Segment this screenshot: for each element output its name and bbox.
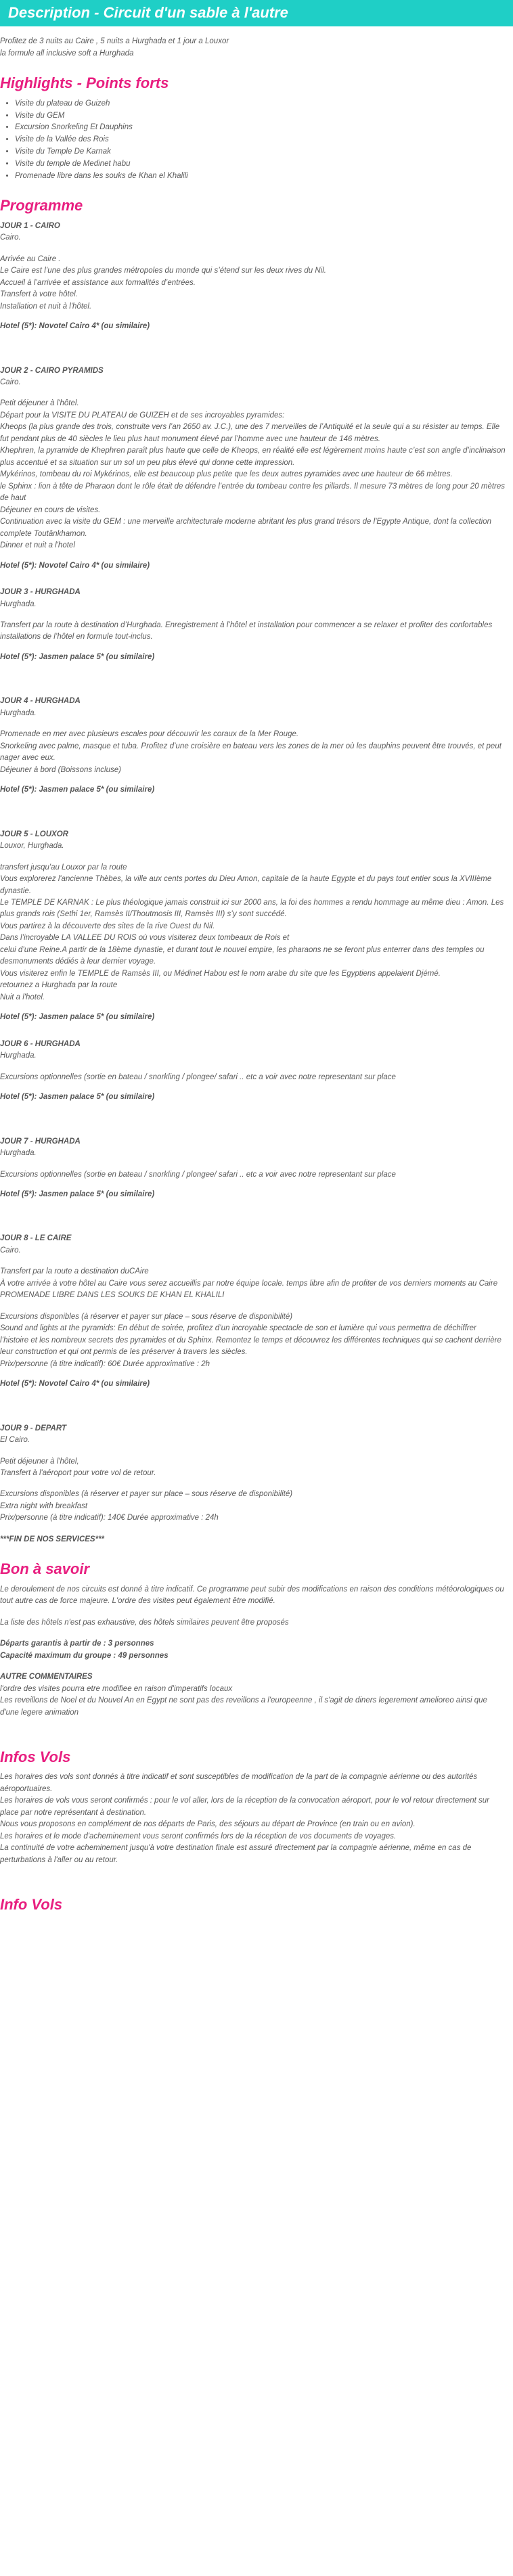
day-city: Hurghada. xyxy=(0,1149,37,1158)
day-title: JOUR 4 - HURGHADA xyxy=(0,697,81,706)
vols-line: Les horaires de vols vous seront confirmés : pour le vol aller, lors de la réception de la convocation aéroport, pour le vol retour directement sur place par notre représentant à destination. xyxy=(0,1797,489,1817)
capacite-maximum: Capacité maximum du groupe : 49 personnes xyxy=(0,1651,169,1660)
day-extra: Prix/personne (à titre indicatif): 60€ Durée approximative : 2h xyxy=(0,1359,210,1368)
day-line: transfert jusqu'au Louxor par la route xyxy=(0,863,127,872)
vols-line: Les horaires et le mode d'acheminement vous seront confirmés lors de la réception de vos documents de voyages. xyxy=(0,1832,397,1840)
day-hotel: Hotel (5*): Jasmen palace 5* (ou similaire) xyxy=(0,786,155,794)
day-line: À votre arrivée à votre hôtel au Caire vous serez accueillis par notre équipe locale. temps libre afin de profiter de vos derniers moments au Caire xyxy=(0,1279,498,1288)
day-block xyxy=(0,696,506,796)
day-title: JOUR 3 - HURGHADA xyxy=(0,588,81,597)
day-extra: Excursions disponibles (à réserver et payer sur place – sous réserve de disponibilité) xyxy=(0,1490,293,1499)
day-title: JOUR 6 - HURGHADA xyxy=(0,1039,81,1048)
highlight-item: • Visite du GEM xyxy=(15,110,506,122)
day-block xyxy=(0,1136,506,1201)
day-block xyxy=(0,1039,506,1104)
end-of-services: ***FIN DE NOS SERVICES*** xyxy=(0,1535,105,1543)
day-line: Le TEMPLE DE KARNAK : Le plus théologique jamais construit ici sur 2000 ans, la foi des hommes a rendu hommage au même dieu : Amon. Les plus grands rois (Sethi 1er, Ramsès II/Thoutmosis III, Ramsès III) s’y sont succédé. xyxy=(0,899,504,919)
day-line: Mykérinos, tombeau du roi Mykérinos, elle est beaucoup plus petite que les deux autres pyramides avec une hauteur de 66 mètres. xyxy=(0,470,453,479)
day-hotel: Hotel (5*): Novotel Cairo 4* (ou similaire) xyxy=(0,322,150,331)
infos-vols-section xyxy=(0,1771,506,1866)
day-city: Cairo. xyxy=(0,378,21,387)
day-title: JOUR 1 - CAIRO xyxy=(0,221,60,230)
day-extra: Extra night with breakfast xyxy=(0,1501,88,1510)
day-hotel: Hotel (5*): Jasmen palace 5* (ou similaire) xyxy=(0,1093,155,1102)
highlight-item: • Visite du Temple De Karnak xyxy=(15,146,506,158)
day-city: El Cairo. xyxy=(0,1436,30,1445)
day-line: Départ pour la VISITE DU PLATEAU de GUIZEH et de ses incroyables pyramides: xyxy=(0,411,285,420)
day-block xyxy=(0,365,506,572)
day-line: le Sphinx : lion à tête de Pharaon dont le rôle était de défendre l’entrée du tombeau contre les pillards. Il mesure 73 mètres de long pour 20 mètres de haut xyxy=(0,482,506,503)
day-line: Transfert à votre hôtel. xyxy=(0,290,78,299)
bon-para: Le deroulement de nos circuits est donné à titre indicatif. Ce programme peut subir des modifications en raison des conditions météorologiques ou tout autre cas de force majeure. L'ordre des visites peut également être modifié. xyxy=(0,1585,504,1606)
autre-line: Les reveillons de Noel et du Nouvel An en Egypt ne sont pas des reveillons a l'europeenne , il s'agit de diners legerement amelioreo ainsi que d'une legere animation xyxy=(0,1696,487,1717)
highlight-item: • Visite du temple de Medinet habu xyxy=(15,158,506,171)
day-hotel: Hotel (5*): Jasmen palace 5* (ou similaire) xyxy=(0,652,155,661)
highlights-title: Highlights - Points forts xyxy=(0,74,169,92)
day-line: Promenade en mer avec plusieurs escales pour découvrir les coraux de la Mer Rouge. xyxy=(0,730,299,739)
day-block xyxy=(0,587,506,663)
bon-a-savoir-section xyxy=(0,1584,506,1719)
day-line: Continuation avec la visite du GEM : une merveille architecturale moderne abritant les plus grand trésors de l'Egypte Antique, dont la collection complete Toutânkhamon. xyxy=(0,518,492,538)
day-hotel: Hotel (5*): Jasmen palace 5* (ou similaire) xyxy=(0,1013,155,1022)
vols-line: La continuité de votre acheminement jusqu'à votre destination finale est assuré directement par la compagnie aérienne, même en cas de perturbations à l'aller ou au retour. xyxy=(0,1844,472,1864)
autre-commentaires-title: AUTRE COMMENTAIRES xyxy=(0,1673,93,1681)
day-line: Arrivée au Caire . xyxy=(0,254,61,263)
highlight-item: • Excursion Snorkeling Et Dauphins xyxy=(15,122,506,134)
day-city: Cairo. xyxy=(0,1246,21,1255)
intro-line: la formule all inclusive soft a Hurghada xyxy=(0,49,134,58)
highlight-item: • Promenade libre dans les souks de Khan el Khalili xyxy=(15,171,506,183)
main-content xyxy=(0,36,513,1914)
day-line: Dinner et nuit a l'hotel xyxy=(0,541,75,550)
day-city: Cairo. xyxy=(0,233,21,242)
infos-vols-title: Infos Vols xyxy=(0,1748,71,1765)
day-line: Transfert par la route à destination d’Hurghada. Enregistrement à l’hôtel et installation pour commencer a se relaxer et profiter des confortables installations de l’hôtel en formule tout-inclus. xyxy=(0,620,493,641)
intro-line: Profitez de 3 nuits au Caire , 5 nuits a Hurghada et 1 jour a Louxor xyxy=(0,37,229,46)
day-hotel: Hotel (5*): Novotel Cairo 4* (ou similaire) xyxy=(0,561,150,570)
day-line: retournez a Hurghada par la route xyxy=(0,981,118,990)
day-title: JOUR 9 - DEPART xyxy=(0,1424,66,1432)
day-title: JOUR 7 - HURGHADA xyxy=(0,1137,81,1146)
day-line: Accueil à l’arrivée et assistance aux formalités d’entrées. xyxy=(0,278,196,287)
vols-line: Les horaires des vols sont donnés à titre indicatif et sont susceptibles de modification de la part de la compagnie aérienne ou des autorités aéroportuaires. xyxy=(0,1773,478,1793)
day-line: Petit déjeuner à l'hôtel. xyxy=(0,399,79,408)
day-line: Le Caire est l’une des plus grandes métropoles du monde qui s’étend sur les deux rives du Nil. xyxy=(0,267,326,275)
day-line: Petit déjeuner à l'hôtel, xyxy=(0,1457,79,1466)
departs-garantis: Départs garantis à partir de : 3 personnes xyxy=(0,1640,154,1648)
day-extra: Sound and lights at the pyramids: En début de soirée, profitez d’un incroyable spectacle de son et lumière qui vous permettra de déchiffrer l’histoire et les nombreux secrets des pyramides et du Sphinx. Remontez le temps et découvrez les différentes techniques qui se cachent derrière leur construction et qui ont permis de les préserver à travers les siècles. xyxy=(0,1324,501,1357)
day-line: Déjeuner à bord (Boissons incluse) xyxy=(0,765,121,774)
day-line: Khephren, la pyramide de Khephren paraît plus haute que celle de Kheops, en réalité elle est légèrement moins haute c’est son angle d’inclinaison plus accentué et sa situation sur un sol un peu plus élevé qui donne cette impression. xyxy=(0,447,506,467)
day-line: Vous explorerez l'ancienne Thèbes, la ville aux cents portes du Dieu Amon, capitale de la haute Egypte et du pays tout entier sous la XVIIIème dynastie. xyxy=(0,875,492,895)
highlight-item: • Visite de la Vallée des Rois xyxy=(15,134,506,146)
day-extra: Prix/personne (à titre indicatif): 140€ Durée approximative : 24h xyxy=(0,1514,219,1522)
day-city: Louxor, Hurghada. xyxy=(0,842,64,851)
day-title: JOUR 8 - LE CAIRE xyxy=(0,1234,72,1243)
day-title: JOUR 2 - CAIRO PYRAMIDS xyxy=(0,366,104,375)
day-block xyxy=(0,829,506,1024)
highlight-item: • Visite du plateau de Guizeh xyxy=(15,98,506,110)
day-line: Snorkeling avec palme, masque et tuba. Profitez d’une croisière en bateau vers les zones de la mer où les dauphins peuvent être trouvés, et peut nager avec eux. xyxy=(0,742,501,763)
day-line: Déjeuner en cours de visites. xyxy=(0,505,101,514)
bon-para: La liste des hôtels n'est pas exhaustive, des hôtels similaires peuvent être proposés xyxy=(0,1618,289,1627)
day-block xyxy=(0,1423,506,1546)
autre-line: l'ordre des visites pourra etre modifiee en raison d'imperatifs locaux xyxy=(0,1684,233,1693)
day-line: Nuit a l'hotel. xyxy=(0,993,45,1001)
day-extra: Excursions disponibles (à réserver et payer sur place – sous réserve de disponibilité) xyxy=(0,1312,293,1321)
bon-a-savoir-title: Bon à savoir xyxy=(0,1560,90,1578)
day-block xyxy=(0,1233,506,1390)
day-title: JOUR 5 - LOUXOR xyxy=(0,830,68,838)
day-line: Vous visiterez enfin le TEMPLE de Ramsès III, ou Médinet Habou est le nom arabe du site que les Egyptiens appelaient Djémé. xyxy=(0,969,441,978)
day-city: Hurghada. xyxy=(0,600,37,608)
highlights-list xyxy=(0,98,506,183)
day-line: PROMENADE LIBRE DANS LES SOUKS DE KHAN EL KHALILI xyxy=(0,1291,225,1300)
day-line: Transfert à l'aéroport pour votre vol de retour. xyxy=(0,1469,156,1478)
day-hotel: Hotel (5*): Jasmen palace 5* (ou similaire) xyxy=(0,1190,155,1198)
day-city: Hurghada. xyxy=(0,1052,37,1060)
vols-line: Nous vous proposons en complément de nos départs de Paris, des séjours au départ de Province (en train ou en avion). xyxy=(0,1820,416,1829)
day-hotel: Hotel (5*): Novotel Cairo 4* (ou similaire) xyxy=(0,1380,150,1388)
info-vols-title: Info Vols xyxy=(0,1896,63,1914)
description-intro xyxy=(0,36,506,60)
day-city: Hurghada. xyxy=(0,708,37,717)
day-line: celui d’une Reine.A partir de la 18ème dynastie, et durant tout le nouvel empire, les pharaons ne se feront plus enterrer dans des temples ou desmonuments dédiés à leur dernier voyage. xyxy=(0,945,485,966)
day-line: Transfert par la route a destination duCAire xyxy=(0,1267,149,1276)
day-line: Dans l’incroyable LA VALLEE DU ROIS où vous visiterez deux tombeaux de Rois et xyxy=(0,934,290,943)
day-line: Excursions optionnelles (sortie en bateau / snorkling / plongee/ safari .. etc a voir avec notre representant sur place xyxy=(0,1072,396,1081)
day-line: Excursions optionnelles (sortie en bateau / snorkling / plongee/ safari .. etc a voir avec notre representant sur place xyxy=(0,1170,396,1179)
programme-title: Programme xyxy=(0,197,83,214)
description-title: Description - Circuit d'un sable à l'autre xyxy=(0,0,513,26)
day-line: Kheops (la plus grande des trois, construite vers l’an 2650 av. J.C.), une des 7 merveilles de l’Antiquité et la seule qui a su résister au temps. Elle fut pendant plus de 40 siècles le lieu plus haut monument élevé par l’homme avec une hauteur de 146 mètres. xyxy=(0,423,500,443)
day-block xyxy=(0,221,506,333)
day-line: Vous partirez à la découverte des sites de la rive Ouest du Nil. xyxy=(0,922,215,930)
day-line: Installation et nuit à l'hôtel. xyxy=(0,302,92,311)
